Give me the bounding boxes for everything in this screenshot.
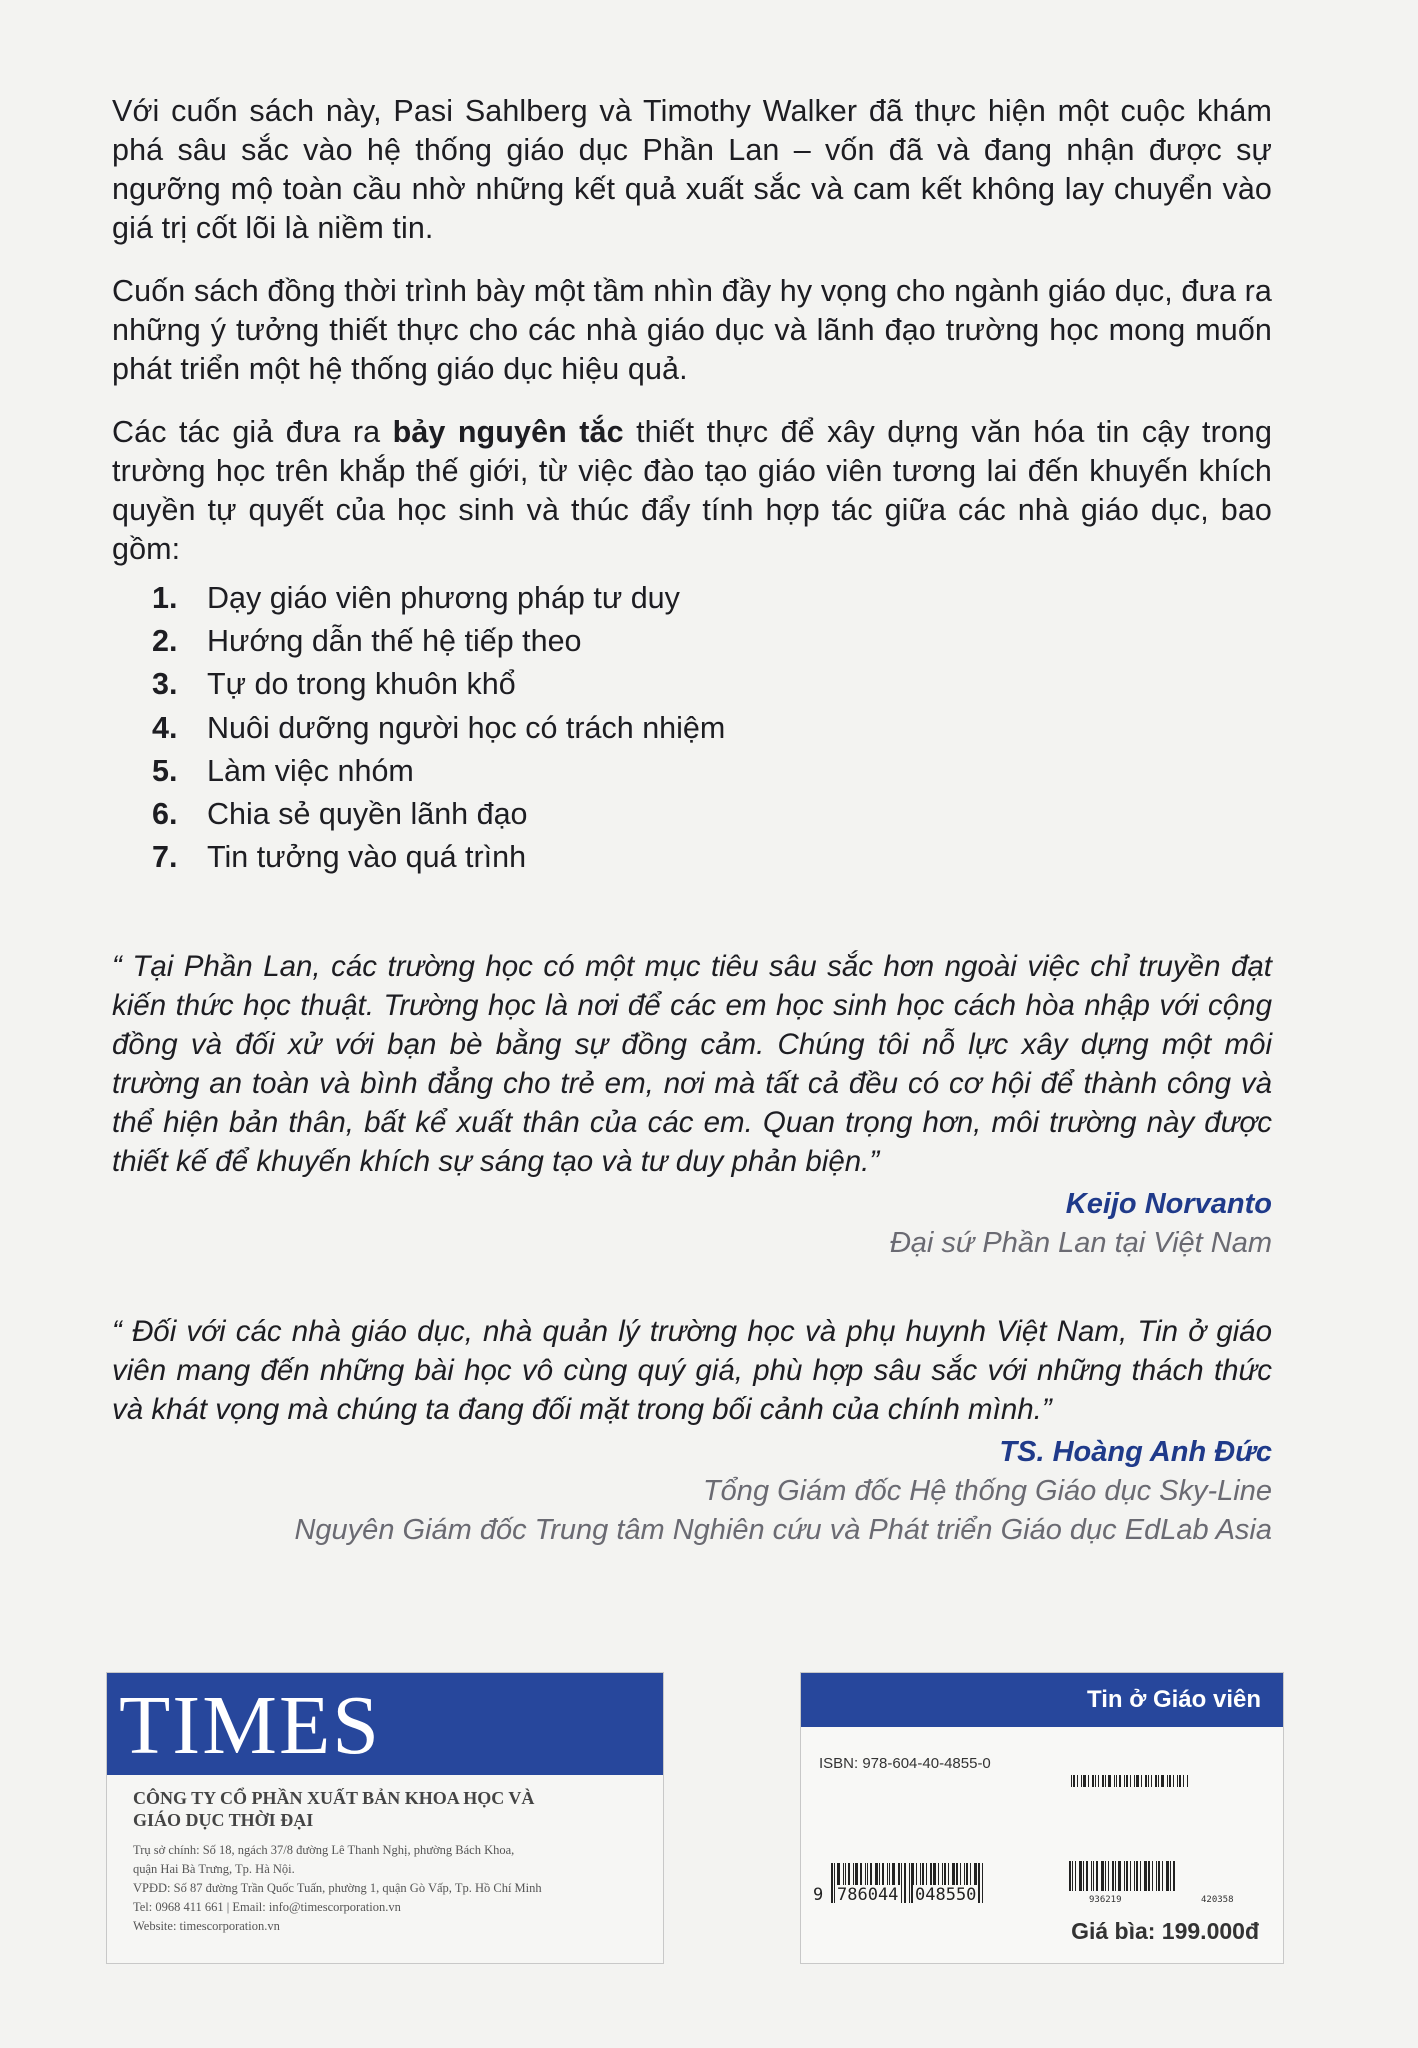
barcode-bar — [1145, 1775, 1147, 1787]
publisher-contact: Trụ sở chính: Số 18, ngách 37/8 đường Lê Thanh Nghị, phường Bách Khoa, quận Hai Bà Trưng, Tp. Hà Nội. VPĐD: Số 87 đường Trần Quốc Tuấn, phường 1, quận Gò Vấp, Tp. Hồ Chí Minh Tel: 0968 411 661 | Email: info@timescorporation.vn Website: timescorporation.vn — [133, 1843, 542, 1933]
barcode-top-right — [1071, 1775, 1189, 1787]
barcode-bar — [1083, 1861, 1084, 1891]
cover-price: Giá bìa: 199.000đ — [1071, 1918, 1259, 1944]
intro-paragraph: Với cuốn sách này, Pasi Sahlberg và Timothy Walker đã thực hiện một cuộc khám phá sâu sắc vào hệ thống giáo dục Phần Lan – vốn đã và đang nhận được sự ngưỡng mộ toàn cầu nhờ những kết quả xuất sắc và cam kết không lay chuyển vào giá trị cốt lõi là niềm tin. — [112, 94, 1272, 245]
list-item: 3. Tự do trong khuôn khổ — [152, 667, 516, 702]
vision-paragraph: Cuốn sách đồng thời trình bày một tầm nhìn đầy hy vọng cho ngành giáo dục, đưa ra những ý tưởng thiết thực cho các nhà giáo dục và lãnh đạo trường học mong muốn phát triển một hệ thống giáo dục hiệu quả. — [112, 274, 1272, 386]
barcode-bar — [1118, 1861, 1121, 1891]
barcode-bar — [1156, 1861, 1157, 1891]
barcode-bar — [1126, 1861, 1128, 1891]
barcode-bar — [1075, 1861, 1076, 1891]
barcode-bar — [1134, 1861, 1135, 1891]
barcode-group-1: 786044 — [837, 1885, 899, 1905]
quote-text: “ Đối với các nhà giáo dục, nhà quản lý trường học và phụ huynh Việt Nam, Tin ở giáo viên mang đến những bài học vô cùng quý giá, phù hợp sâu sắc với những thách thức và khát vọng mà chúng ta đang đối mặt trong bối cảnh của chính mình.” — [112, 1315, 1272, 1426]
quote-author: Keijo Norvanto — [1065, 1188, 1272, 1220]
isbn-number: ISBN: 978-604-40-4855-0 — [819, 1755, 991, 1772]
list-item: 2. Hướng dẫn thế hệ tiếp theo — [152, 624, 582, 659]
barcode-bar — [1088, 1775, 1089, 1787]
quote-expert — [112, 1312, 1272, 1550]
barcode-bar — [1124, 1775, 1125, 1787]
barcode-bar — [1155, 1775, 1157, 1787]
quote-author: TS. Hoàng Anh Đức — [999, 1436, 1272, 1468]
barcode-bar — [1108, 1861, 1109, 1891]
principles-list — [112, 577, 1272, 879]
barcode-bar — [1101, 1861, 1104, 1891]
quote-author-role-2: Nguyên Giám đốc Trung tâm Nghiên cứu và Phát triển Giáo dục EdLab Asia — [294, 1514, 1272, 1546]
barcode-bar — [1158, 1775, 1159, 1787]
times-logo: TIMES — [119, 1679, 381, 1772]
barcode-bar — [1173, 1775, 1174, 1787]
barcode-bar — [1166, 1861, 1169, 1891]
barcode-bar — [1134, 1775, 1135, 1787]
barcode-bar — [1092, 1775, 1094, 1787]
barcode-bar — [1091, 1861, 1092, 1891]
barcode-bar — [1077, 1775, 1078, 1787]
quote-ambassador — [112, 947, 1272, 1263]
barcode-bar — [1130, 1775, 1131, 1787]
barcode-bar — [1071, 1775, 1072, 1787]
barcode-bar — [1167, 1775, 1168, 1787]
barcode-bar — [1098, 1775, 1099, 1787]
barcode-bar — [1119, 1775, 1121, 1787]
barcode-bar — [1073, 1775, 1075, 1787]
barcode-bar — [1083, 1775, 1086, 1787]
list-item: 7. Tin tưởng vào quá trình — [152, 840, 527, 875]
barcode-bar — [1114, 1775, 1115, 1787]
barcode-bar — [1108, 1775, 1111, 1787]
list-item: 5. Làm việc nhóm — [152, 753, 414, 788]
barcode-bar — [1124, 1861, 1125, 1891]
book-title-banner: Tin ở Giáo viên — [801, 1673, 1283, 1727]
barcode-bar — [1081, 1775, 1082, 1787]
barcode-addon — [1069, 1861, 1178, 1891]
barcode-bar — [982, 1863, 983, 1903]
barcode-bar — [1112, 1861, 1114, 1891]
barcode-bar — [1161, 1775, 1164, 1787]
barcode-bar — [1072, 1861, 1073, 1891]
barcode-bar — [1095, 1775, 1096, 1787]
barcode-lead-digit: 9 — [813, 1885, 824, 1905]
list-item: 4. Nuôi dưỡng người học có trách nhiệm — [152, 710, 726, 745]
barcode-addon-right: 420358 — [1201, 1895, 1234, 1905]
publisher-banner — [107, 1673, 663, 1775]
barcode-bar — [1169, 1775, 1171, 1787]
barcode-bar — [901, 1863, 902, 1903]
barcode-bar — [1105, 1775, 1106, 1787]
barcode-bar — [1183, 1775, 1184, 1787]
list-item: 6. Chia sẻ quyền lãnh đạo — [152, 797, 528, 832]
barcode-bar — [1179, 1775, 1181, 1787]
barcode-bar — [1102, 1775, 1104, 1787]
barcode-bar — [1136, 1775, 1139, 1787]
quote-author-role: Tổng Giám đốc Hệ thống Giáo dục Sky-Line — [702, 1475, 1272, 1507]
barcode-bar — [1093, 1861, 1094, 1891]
barcode-bar — [831, 1863, 833, 1903]
barcode-bar — [1115, 1861, 1116, 1891]
barcode-bar — [904, 1863, 906, 1903]
barcode-bar — [1187, 1775, 1188, 1787]
barcode-bar — [1158, 1861, 1160, 1891]
barcode-bar — [1140, 1861, 1141, 1891]
barcode-group-2: 048550 — [915, 1885, 977, 1905]
barcode-bar — [1177, 1775, 1178, 1787]
barcode-bar — [1148, 1775, 1149, 1787]
principles-intro: Các tác giả đưa ra bảy nguyên tắc thiết thực để xây dựng văn hóa tin cậy trong trường học trên khắp thế giới, từ việc đào tạo giáo viên tương lai đến khuyến khích quyền tự quyết của học sinh và thúc đẩy tính hợp tác giữa các nhà giáo dục, bao gồm: — [112, 415, 1273, 566]
publisher-name: CÔNG TY CỔ PHẦN XUẤT BẢN KHOA HỌC VÀ GIÁO DỤC THỜI ĐẠI — [133, 1788, 535, 1830]
seven-principles-bold: bảy nguyên tắc — [392, 415, 624, 449]
barcode-bar — [1069, 1861, 1071, 1891]
barcode-bar — [1079, 1861, 1082, 1891]
publisher-box — [106, 1672, 664, 1964]
barcode-bar — [1144, 1861, 1147, 1891]
quote-text: “ Tại Phần Lan, các trường học có một mục tiêu sâu sắc hơn ngoài việc chỉ truyền đạt kiến thức học thuật. Trường học là nơi để các em học sinh học cách hòa nhập với cộng đồng và đối xử với bạn bè bằng sự đồng cảm. Chúng tôi nỗ lực xây dựng một môi trường an toàn và bình đẳng cho trẻ em, nơi mà tất cả đều có cơ hội để thành công và thể hiện bản thân, bất kể xuất thân của các em. Quan trọng hơn, môi trường này được thiết kế để khuyến khích sự sáng tạo và tư duy phản biện.” — [112, 950, 1272, 1178]
barcode-bar — [1141, 1775, 1142, 1787]
barcode-bar — [1130, 1861, 1131, 1891]
body-text — [112, 92, 1272, 879]
barcode-bar — [909, 1863, 910, 1903]
barcode-bar — [1148, 1861, 1150, 1891]
barcode-bar — [1162, 1861, 1163, 1891]
quote-author-role: Đại sứ Phần Lan tại Việt Nam — [889, 1227, 1272, 1259]
isbn-box — [800, 1672, 1284, 1964]
barcode-bar — [1151, 1775, 1152, 1787]
barcode-bar — [1105, 1861, 1106, 1891]
barcode-bar — [1173, 1861, 1175, 1891]
barcode-bar — [1096, 1861, 1098, 1891]
barcode-bar — [1126, 1775, 1128, 1787]
barcode-bar — [1170, 1861, 1171, 1891]
barcode-bar — [1116, 1775, 1117, 1787]
barcode-bar — [1086, 1861, 1088, 1891]
list-item: 1. Dạy giáo viên phương pháp tư duy — [152, 581, 680, 615]
barcode-addon-left: 936219 — [1089, 1895, 1122, 1905]
barcode-bar — [1136, 1861, 1138, 1891]
barcode-bar — [1152, 1861, 1153, 1891]
